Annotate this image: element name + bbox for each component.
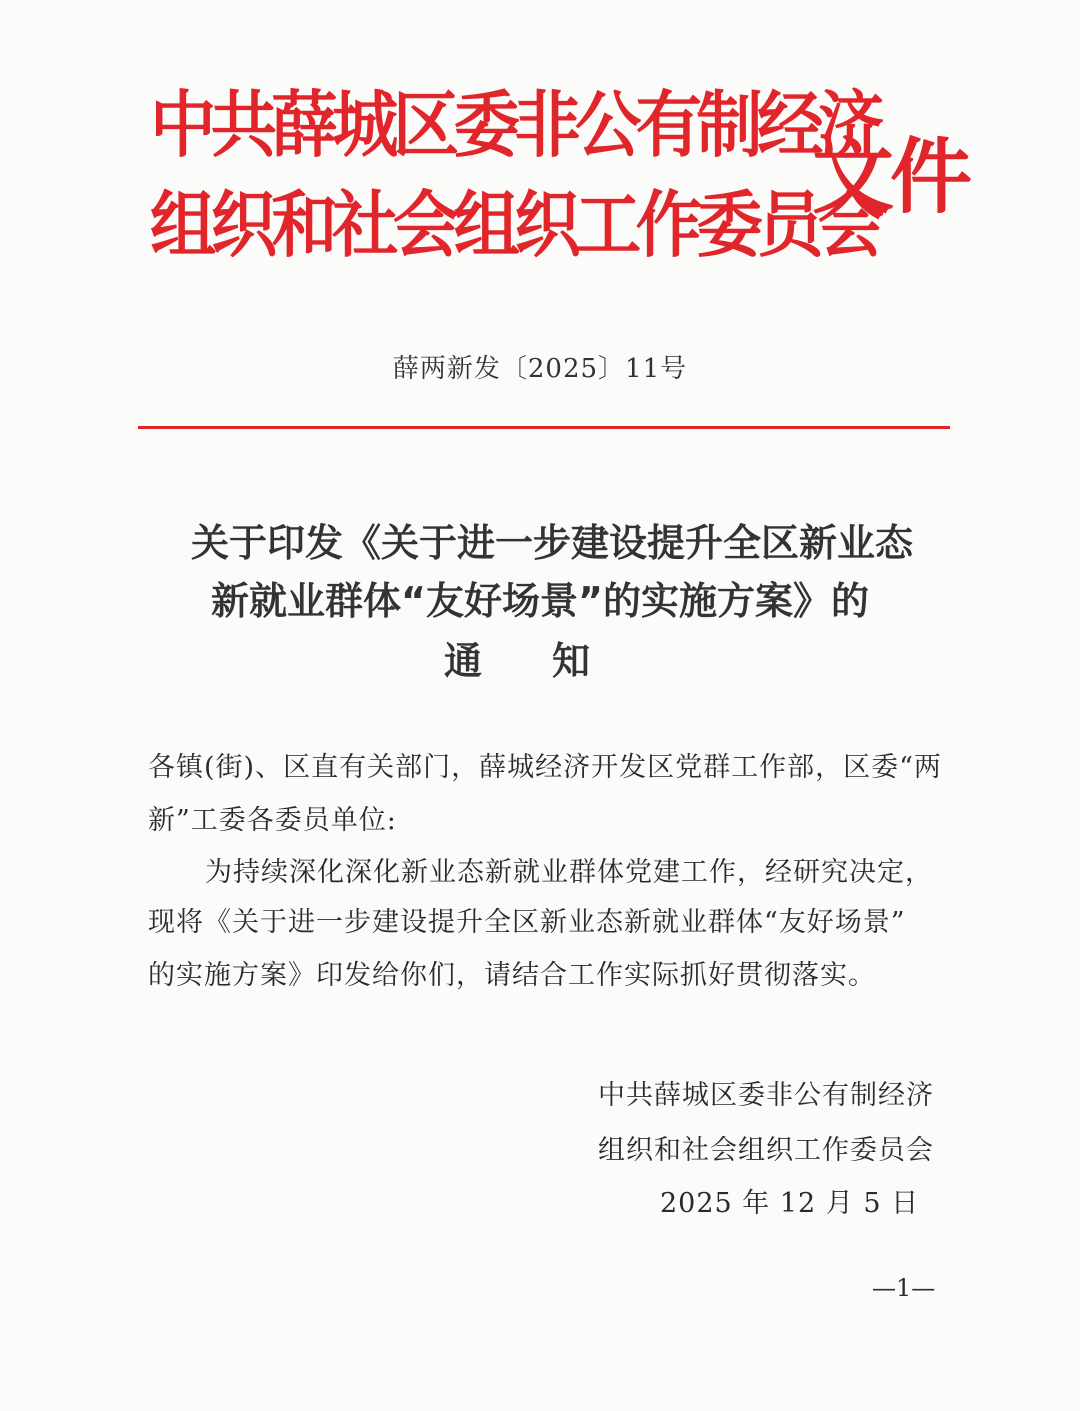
signature-date: 2025 年 12 月 5 日 — [660, 1188, 920, 1219]
signature-org-line-1: 中共薛城区委非公有制经济 — [598, 1080, 934, 1111]
red-letterhead — [140, 80, 969, 280]
title-line-3: 通知 — [443, 639, 660, 683]
page-number: —1— — [872, 1274, 936, 1302]
recipients-line-1: 各镇(街)、区直有关部门，薛城经济开发区党群工作部，区委“两 — [148, 752, 942, 783]
body-paragraph-line-1: 为持续深化深化新业态新就业群体党建工作，经研究决定， — [205, 857, 933, 888]
body-paragraph-line-2: 现将《关于进一步建设提升全区新业态新就业群体“友好场景” — [148, 907, 906, 938]
title-line-1: 关于印发《关于进一步建设提升全区新业态 — [190, 521, 913, 565]
letterhead-line-1: 中共薛城区委非公有制经济 — [150, 83, 879, 167]
signature-org-line-2: 组织和社会组织工作委员会 — [598, 1135, 934, 1166]
title-line-2: 新就业群体“友好场景”的实施方案》的 — [211, 579, 869, 623]
recipients-line-2: 新”工委各委员单位: — [148, 805, 397, 836]
document-number: 薛两新发〔2025〕11号 — [392, 354, 688, 384]
red-divider — [138, 426, 950, 429]
letterhead-suffix: 文件 — [812, 130, 969, 225]
body-paragraph-line-3: 的实施方案》印发给你们，请结合工作实际抓好贯彻落实。 — [148, 960, 876, 991]
letterhead-line-2: 组织和社会组织工作委员会 — [150, 183, 879, 267]
